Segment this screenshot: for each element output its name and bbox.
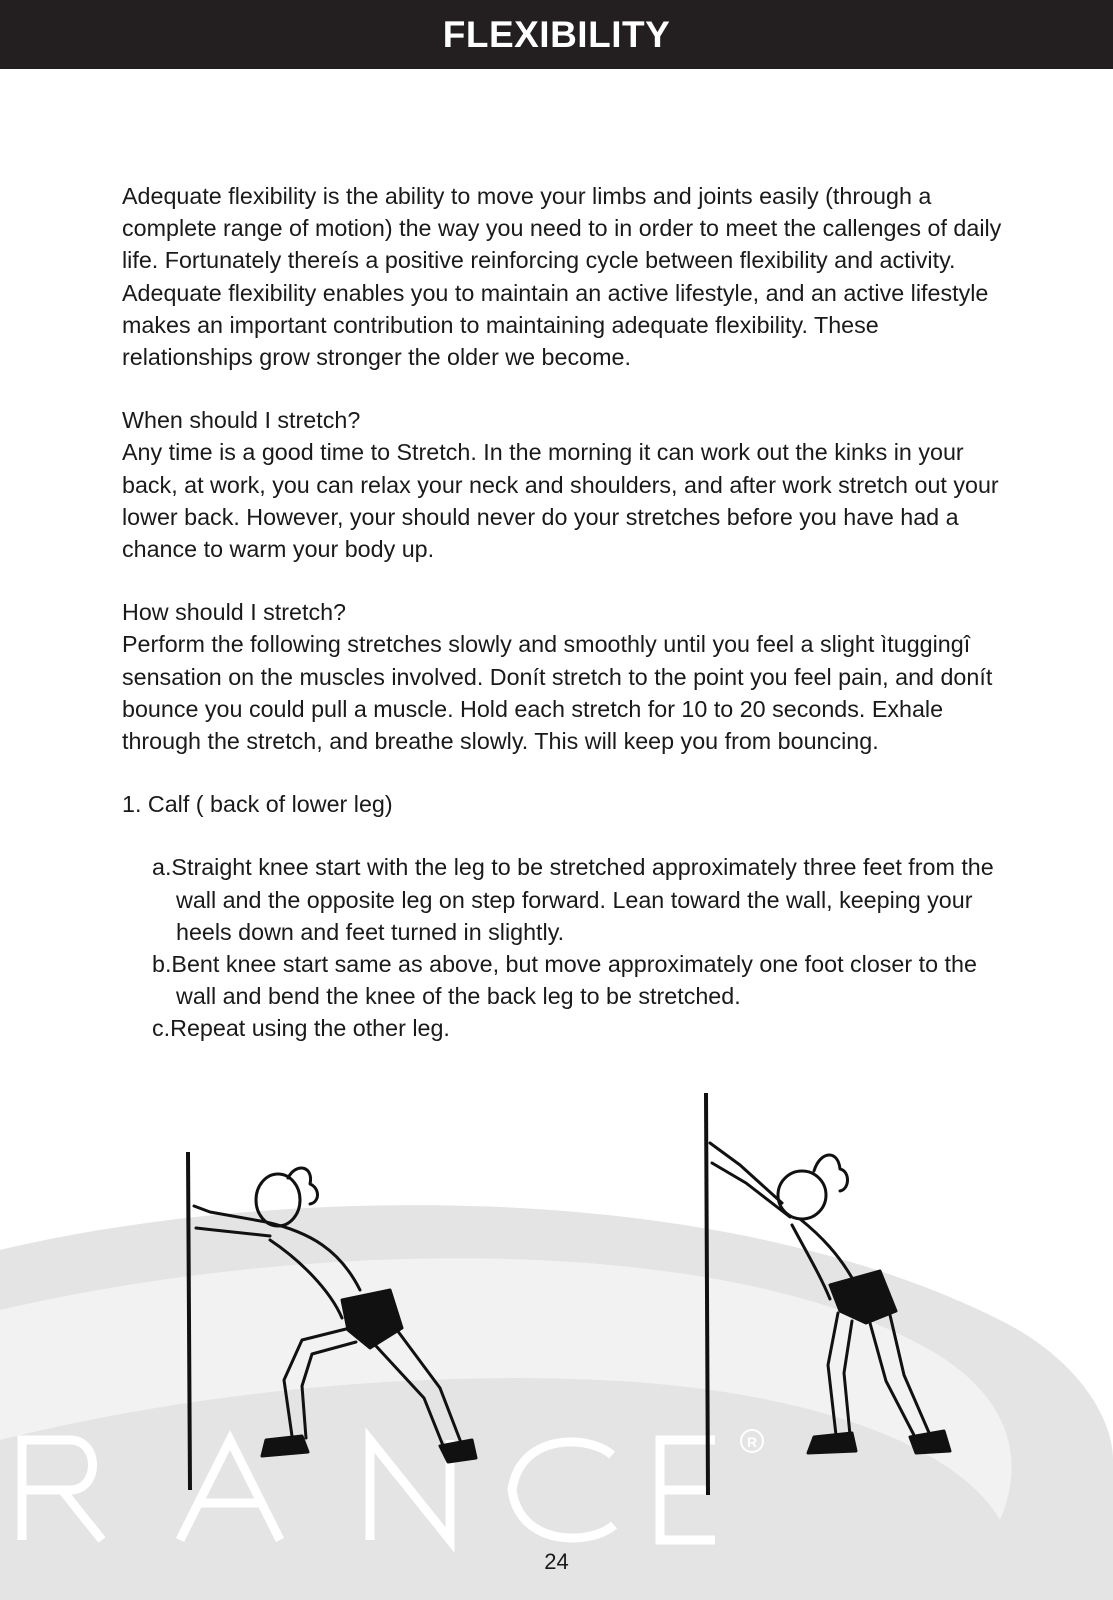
bent-knee-stretch-illustration [690,1085,980,1505]
exercise-step-c: c.Repeat using the other leg. [152,1015,450,1042]
page-number: 24 [544,1549,569,1574]
svg-text:R: R [746,1434,758,1450]
header-bar [0,0,1113,69]
exercise-step-a: a.Straight knee start with the leg to be stretched approximately three feet from the wall and the opposite leg on step forward. Lean toward the wall, keeping your heels down and feet turned in slightly. [152,854,994,945]
exercise-step-b: b.Bent knee start same as above, but move approximately one foot closer to the wall and bend the knee of the back leg to be stretched. [152,951,977,1010]
how-heading: How should I stretch? [122,599,347,626]
page-title: FLEXIBILITY [442,14,671,55]
when-heading: When should I stretch? [122,407,361,434]
exercise-title: 1. Calf ( back of lower leg) [122,791,393,818]
flexibility-content [122,180,1002,1045]
exercise-steps [152,851,1002,1044]
straight-knee-stretch-illustration [170,1140,510,1500]
intro-paragraph: Adequate flexibility is the ability to move your limbs and joints easily (through a complete range of motion) the way you need to in order to meet the callenges of daily life. Fortunately thereís a positive reinforcing cycle between flexibility and activity. Adequate flexibility enables you to maintain an active lifestyle, and an active lifestyle makes an important contribution to maintaining adequate flexibility. These relationships grow stronger the older we become. [122,183,1002,371]
when-paragraph: Any time is a good time to Stretch. In the morning it can work out the kinks in your back, at work, you can relax your neck and shoulders, and after work stretch out your lower back. However, your should never do your stretches before you have had a chance to warm your body up. [122,439,999,563]
how-paragraph: Perform the following stretches slowly and smoothly until you feel a slight ìtuggingî sensation on the muscles involved. Donít stretch to the point you feel pain, and donít bounce you could pull a muscle. Hold each stretch for 10 to 20 seconds. Exhale through the stretch, and breathe slowly. This will keep you from bouncing. [122,631,993,755]
